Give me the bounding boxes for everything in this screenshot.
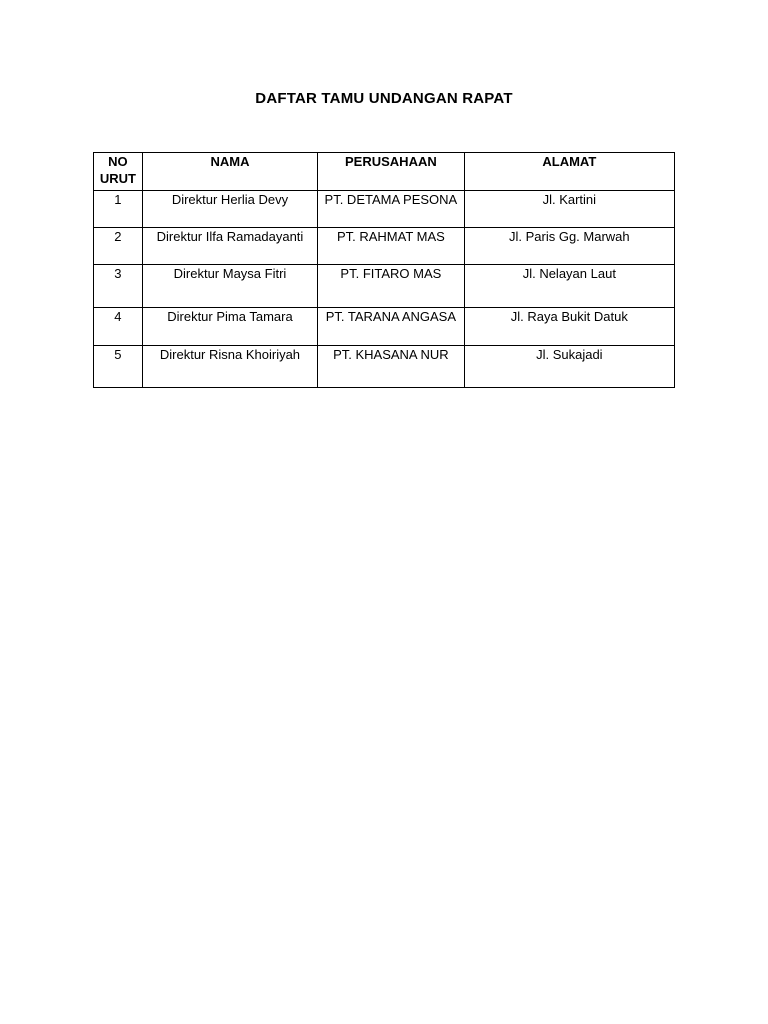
cell-alamat: Jl. Kartini	[464, 191, 674, 228]
cell-alamat: Jl. Sukajadi	[464, 346, 674, 388]
table-header-row	[94, 153, 675, 191]
table-row	[94, 346, 675, 388]
table-row	[94, 308, 675, 346]
header-nama: NAMA	[142, 153, 317, 191]
table-row	[94, 228, 675, 265]
header-no-urut: NO URUT	[94, 153, 143, 191]
cell-no: 5	[94, 346, 143, 388]
cell-nama: Direktur Ilfa Ramadayanti	[142, 228, 317, 265]
cell-perusahaan: PT. RAHMAT MAS	[318, 228, 465, 265]
cell-perusahaan: PT. TARANA ANGASA	[318, 308, 465, 346]
cell-no: 1	[94, 191, 143, 228]
cell-nama: Direktur Herlia Devy	[142, 191, 317, 228]
table-row	[94, 265, 675, 308]
page-title: DAFTAR TAMU UNDANGAN RAPAT	[255, 90, 513, 107]
cell-no: 4	[94, 308, 143, 346]
cell-alamat: Jl. Paris Gg. Marwah	[464, 228, 674, 265]
cell-perusahaan: PT. FITARO MAS	[318, 265, 465, 308]
cell-nama: Direktur Maysa Fitri	[142, 265, 317, 308]
header-perusahaan: PERUSAHAAN	[318, 153, 465, 191]
cell-perusahaan: PT. DETAMA PESONA	[318, 191, 465, 228]
cell-alamat: Jl. Nelayan Laut	[464, 265, 674, 308]
cell-nama: Direktur Risna Khoiriyah	[142, 346, 317, 388]
cell-nama: Direktur Pima Tamara	[142, 308, 317, 346]
guest-list-table	[93, 152, 675, 388]
cell-perusahaan: PT. KHASANA NUR	[318, 346, 465, 388]
cell-no: 2	[94, 228, 143, 265]
cell-alamat: Jl. Raya Bukit Datuk	[464, 308, 674, 346]
cell-no: 3	[94, 265, 143, 308]
table-row	[94, 191, 675, 228]
header-alamat: ALAMAT	[464, 153, 674, 191]
